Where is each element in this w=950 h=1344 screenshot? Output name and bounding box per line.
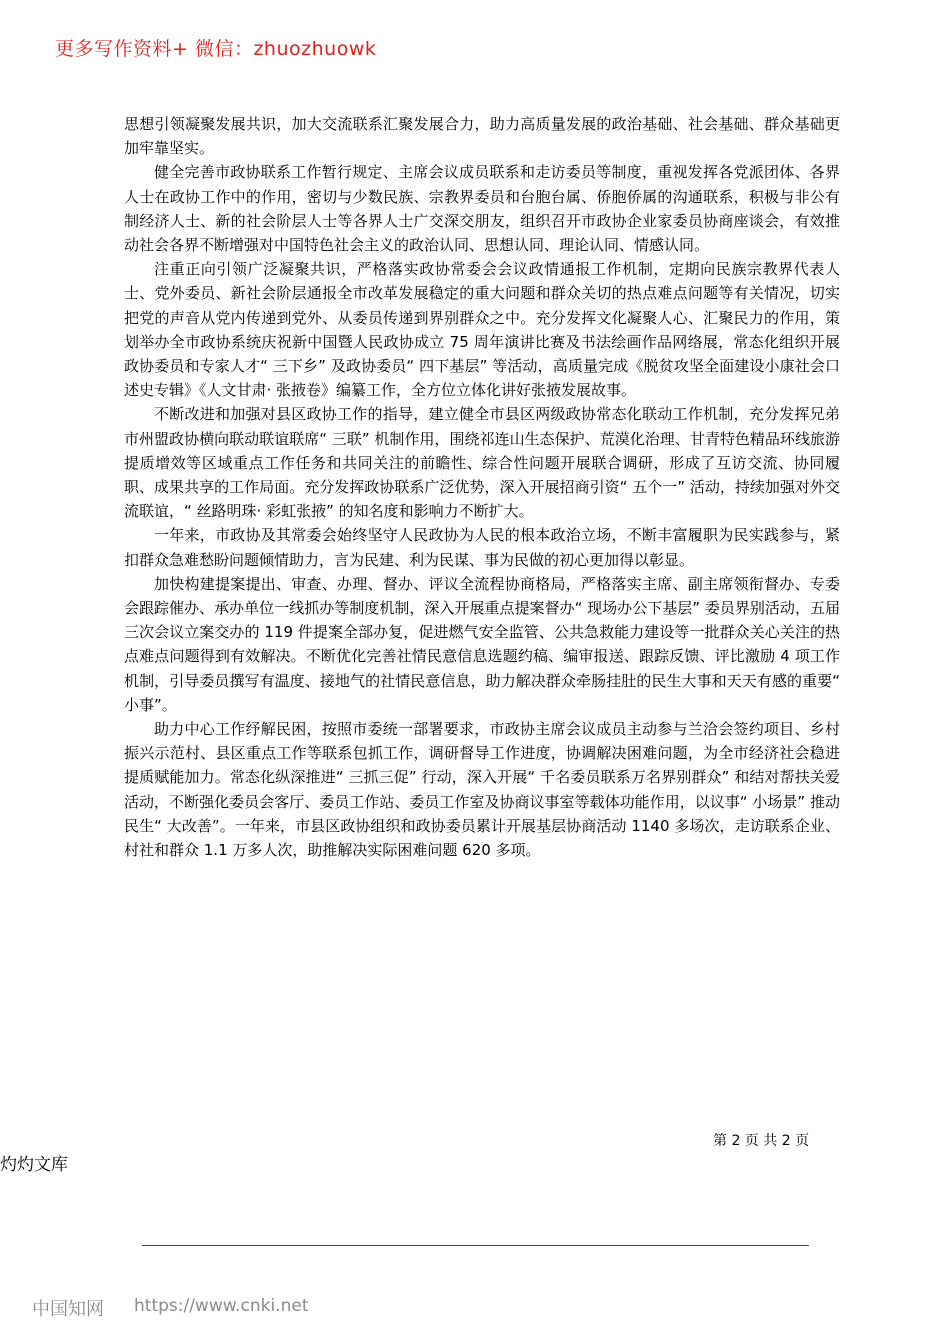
paragraph-2: 健全完善市政协联系工作暂行规定、主席会议成员联系和走访委员等制度，重视发挥各党派团体、各界人士在政协工作中的作用，密切与少数民族、宗教界委员和台胞台属、侨胞侨属的沟通联系，积极与非公有制经济人士、新的社会阶层人士等各界人士广交深交朋友，组织召开市政协企业家委员协商座谈会，有效推动社会各界不断增强对中国特色社会主义的政治认同、思想认同、理论认同、情感认同。 [124, 163, 840, 255]
paragraph-4: 不断改进和加强对县区政协工作的指导，建立健全市县区两级政协常态化联动工作机制，充分发挥兄弟市州盟政协横向联动联谊联席“ 三联” 机制作用，围绕祁连山生态保护、荒漠化治理、甘青特色精品环线旅游提质增效等区域重点工作任务和共同关注的前瞻性、综合性问题开展联合调研，形成了互访交流、协同履职、成果共享的工作局面。充分发挥政协联系广泛优势，深入开展招商引资“ 五个一” 活动，持续加强对外交流联谊，“ 丝路明珠· 彩虹张掖” 的知名度和影响力不断扩大。 [124, 405, 840, 521]
library-watermark: 灼灼文库 [0, 1155, 68, 1175]
paragraph-7: 助力中心工作纾解民困，按照市委统一部署要求，市政协主席会议成员主动参与兰洽会签约项目、乡村振兴示范村、县区重点工作等联系包抓工作，调研督导工作进度，协调解决困难问题，为全市经济社会稳进提质赋能加力。常态化纵深推进“ 三抓三促” 行动，深入开展“ 千名委员联系万名界别群众” 和结对帮扶关爱活动，不断强化委员会客厅、委员工作站、委员工作室及协商议事室等载体功能作用，以议事“ 小场景” 推动民生“ 大改善”。一年来，市县区政协组织和政协委员累计开展基层协商活动 1140 多场次，走访联系企业、村社和群众 1.1 万多人次，助推解决实际困难问题 620 多项。 [124, 720, 840, 860]
paragraph-1: 思想引领凝聚发展共识，加大交流联系汇聚发展合力，助力高质量发展的政治基础、社会基础、群众基础更加牢靠坚实。 [124, 115, 840, 158]
paragraph-5: 一年来，市政协及其常委会始终坚守人民政协为人民的根本政治立场，不断丰富履职为民实践参与，紧扣群众急难愁盼问题倾情助力，言为民建、利为民谋、事为民做的初心更加得以彰显。 [124, 526, 840, 569]
document-body [124, 112, 840, 862]
footer-divider [142, 1245, 809, 1246]
paragraph-6: 加快构建提案提出、审查、办理、督办、评议全流程协商格局，严格落实主席、副主席领衔督办、专委会跟踪催办、承办单位一线抓办等制度机制，深入开展重点提案督办“ 现场办公下基层” 委员界别活动，五届三次会议立案交办的 119 件提案全部办复，促进燃气安全监管、公共急救能力建设等一批群众关心关注的热点难点问题得到有效解决。不断优化完善社情民意信息选题约稿、编审报送、跟踪反馈、评比激励 4 项工作机制，引导委员撰写有温度、接地气的社情民意信息，助力解决群众牵肠挂肚的民生大事和天天有感的重要“ 小事”。 [124, 574, 840, 714]
site-name: 中国知网 [32, 1299, 104, 1320]
page-number: 第 2 页 共 2 页 [713, 1133, 810, 1149]
site-url-link[interactable]: https://www.cnki.net [134, 1296, 309, 1316]
promo-banner: 更多写作资料+ 微信：zhuozhuowk [55, 38, 377, 60]
paragraph-3: 注重正向引领广泛凝聚共识，严格落实政协常委会会议政情通报工作机制，定期向民族宗教界代表人士、党外委员、新社会阶层通报全市改革发展稳定的重大问题和群众关切的热点难点问题等有关情况，切实把党的声音从党内传递到党外、从委员传递到界别群众之中。充分发挥文化凝聚人心、汇聚民力的作用，策划举办全市政协系统庆祝新中国暨人民政协成立 75 周年演讲比赛及书法绘画作品网络展，常态化组织开展政协委员和专家人才“ 三下乡” 及政协委员“ 四下基层” 等活动，高质量完成《脱贫攻坚全面建设小康社会口述史专辑》《人文甘肃· 张掖卷》编纂工作，全方位立体化讲好张掖发展故事。 [124, 260, 840, 400]
